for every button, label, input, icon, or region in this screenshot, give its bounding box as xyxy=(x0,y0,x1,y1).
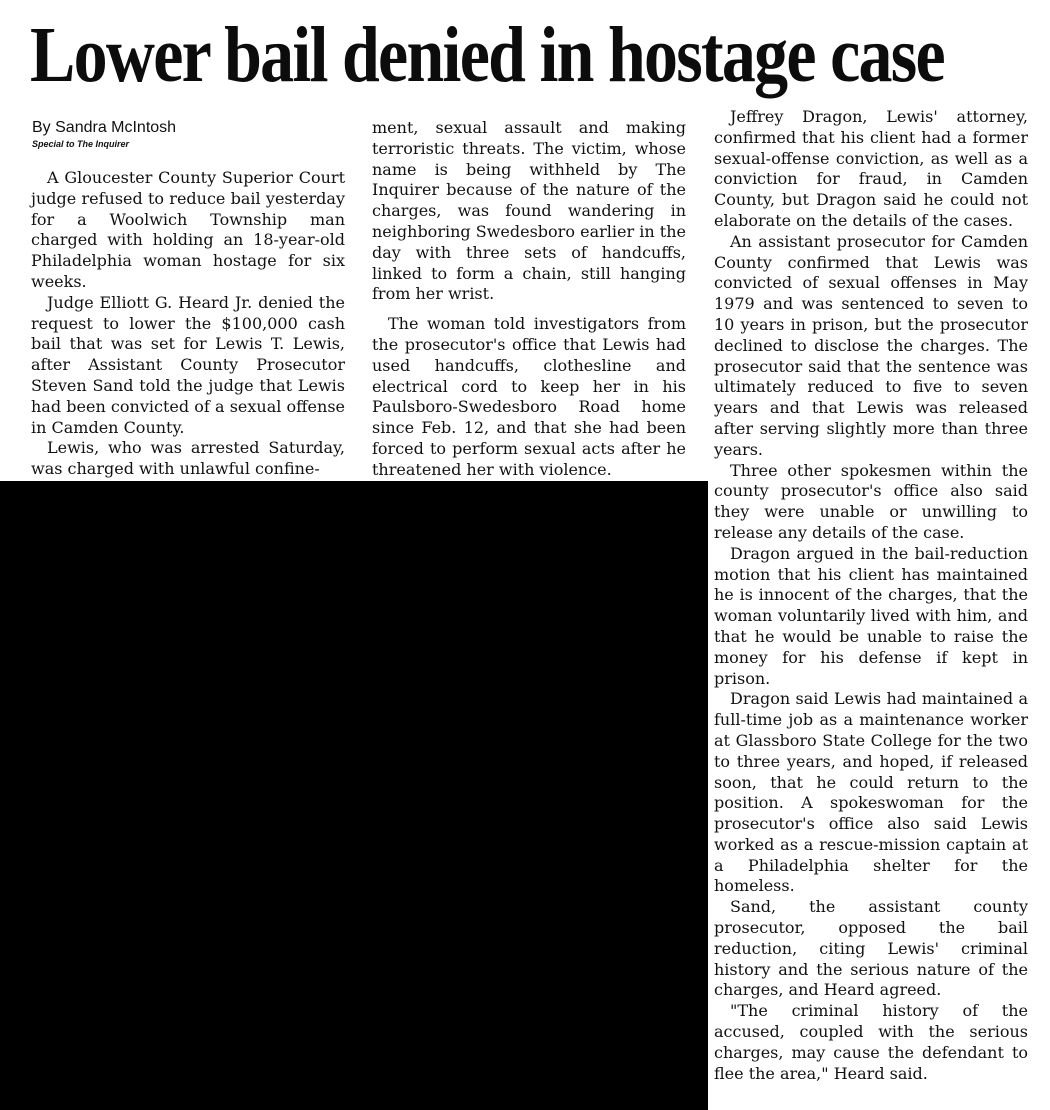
paragraph: Three other spokesmen within the county prosecutor's office also said they were unable or unwilling to release any details of the case. xyxy=(714,460,1028,542)
article-column-3 xyxy=(714,107,1028,1084)
paragraph: A Gloucester County Superior Court judge refused to reduce bail yesterday for a Woolwich Township man charged with holding an 18-year-old Philadelphia woman hostage for six weeks. xyxy=(31,168,345,291)
paragraph: An assistant prosecutor for Camden County confirmed that Lewis was convicted of sexual offenses in May 1979 and was sentenced to seven to 10 years in prison, but the prosecutor declined to disclose the charges. The prosecutor said that the sentence was ultimately reduced to five to seven years and that Lewis was released after serving slightly more than three years. xyxy=(714,231,1028,459)
byline-author: By Sandra McIntosh xyxy=(32,119,177,136)
paragraph: ment, sexual assault and making terroristic threats. The victim, whose name is being withheld by The Inquirer because of the nature of the charges, was found wandering in neighboring Swedesboro earlier in the day with three sets of handcuffs, linked to form a chain, still hanging from her wrist. xyxy=(372,118,686,304)
article-column-1 xyxy=(31,168,345,480)
paragraph: Dragon argued in the bail-reduction motion that his client has maintained he is innocent of the charges, that the woman voluntarily lived with him, and that he would be unable to raise the money for his defense if kept in prison. xyxy=(714,543,1028,688)
paragraph: Judge Elliott G. Heard Jr. denied the request to lower the $100,000 cash bail that was set for Lewis T. Lewis, after Assistant County Prosecutor Steven Sand told the judge that Lewis had been convicted of a sexual offense in Camden County. xyxy=(31,292,345,437)
paragraph: Jeffrey Dragon, Lewis' attorney, confirmed that his client had a former sexual-offense conviction, as well as a conviction for fraud, in Camden County, but Dragon said he could not elaborate on the details of the cases. xyxy=(714,107,1028,230)
paragraph: Dragon said Lewis had maintained a full-time job as a maintenance worker at Glassboro State College for the two to three years, and hoped, if released soon, that he could return to the position. A spokeswoman for the prosecutor's office also said Lewis worked as a rescue-mission captain at a Philadelphia shelter for the homeless. xyxy=(714,689,1028,896)
redacted-area xyxy=(0,481,708,1110)
paragraph: Lewis, who was arrested Saturday, was charged with unlawful confine- xyxy=(31,438,345,479)
paragraph: "The criminal history of the accused, coupled with the serious charges, may cause the defendant to flee the area," Heard said. xyxy=(714,1001,1028,1083)
byline-role: Special to The Inquirer xyxy=(32,139,130,149)
paragraph: Sand, the assistant county prosecutor, opposed the bail reduction, citing Lewis' criminal history and the serious nature of the charges, and Heard agreed. xyxy=(714,897,1028,1000)
article-column-2 xyxy=(372,118,686,481)
paragraph: The woman told investigators from the prosecutor's office that Lewis had used handcuffs, clothesline and electrical cord to keep her in his Paulsboro-Swedesboro Road home since Feb. 12, and that she had been forced to perform sexual acts after he threatened her with violence. xyxy=(372,314,686,479)
headline: Lower bail denied in hostage case xyxy=(30,12,944,99)
